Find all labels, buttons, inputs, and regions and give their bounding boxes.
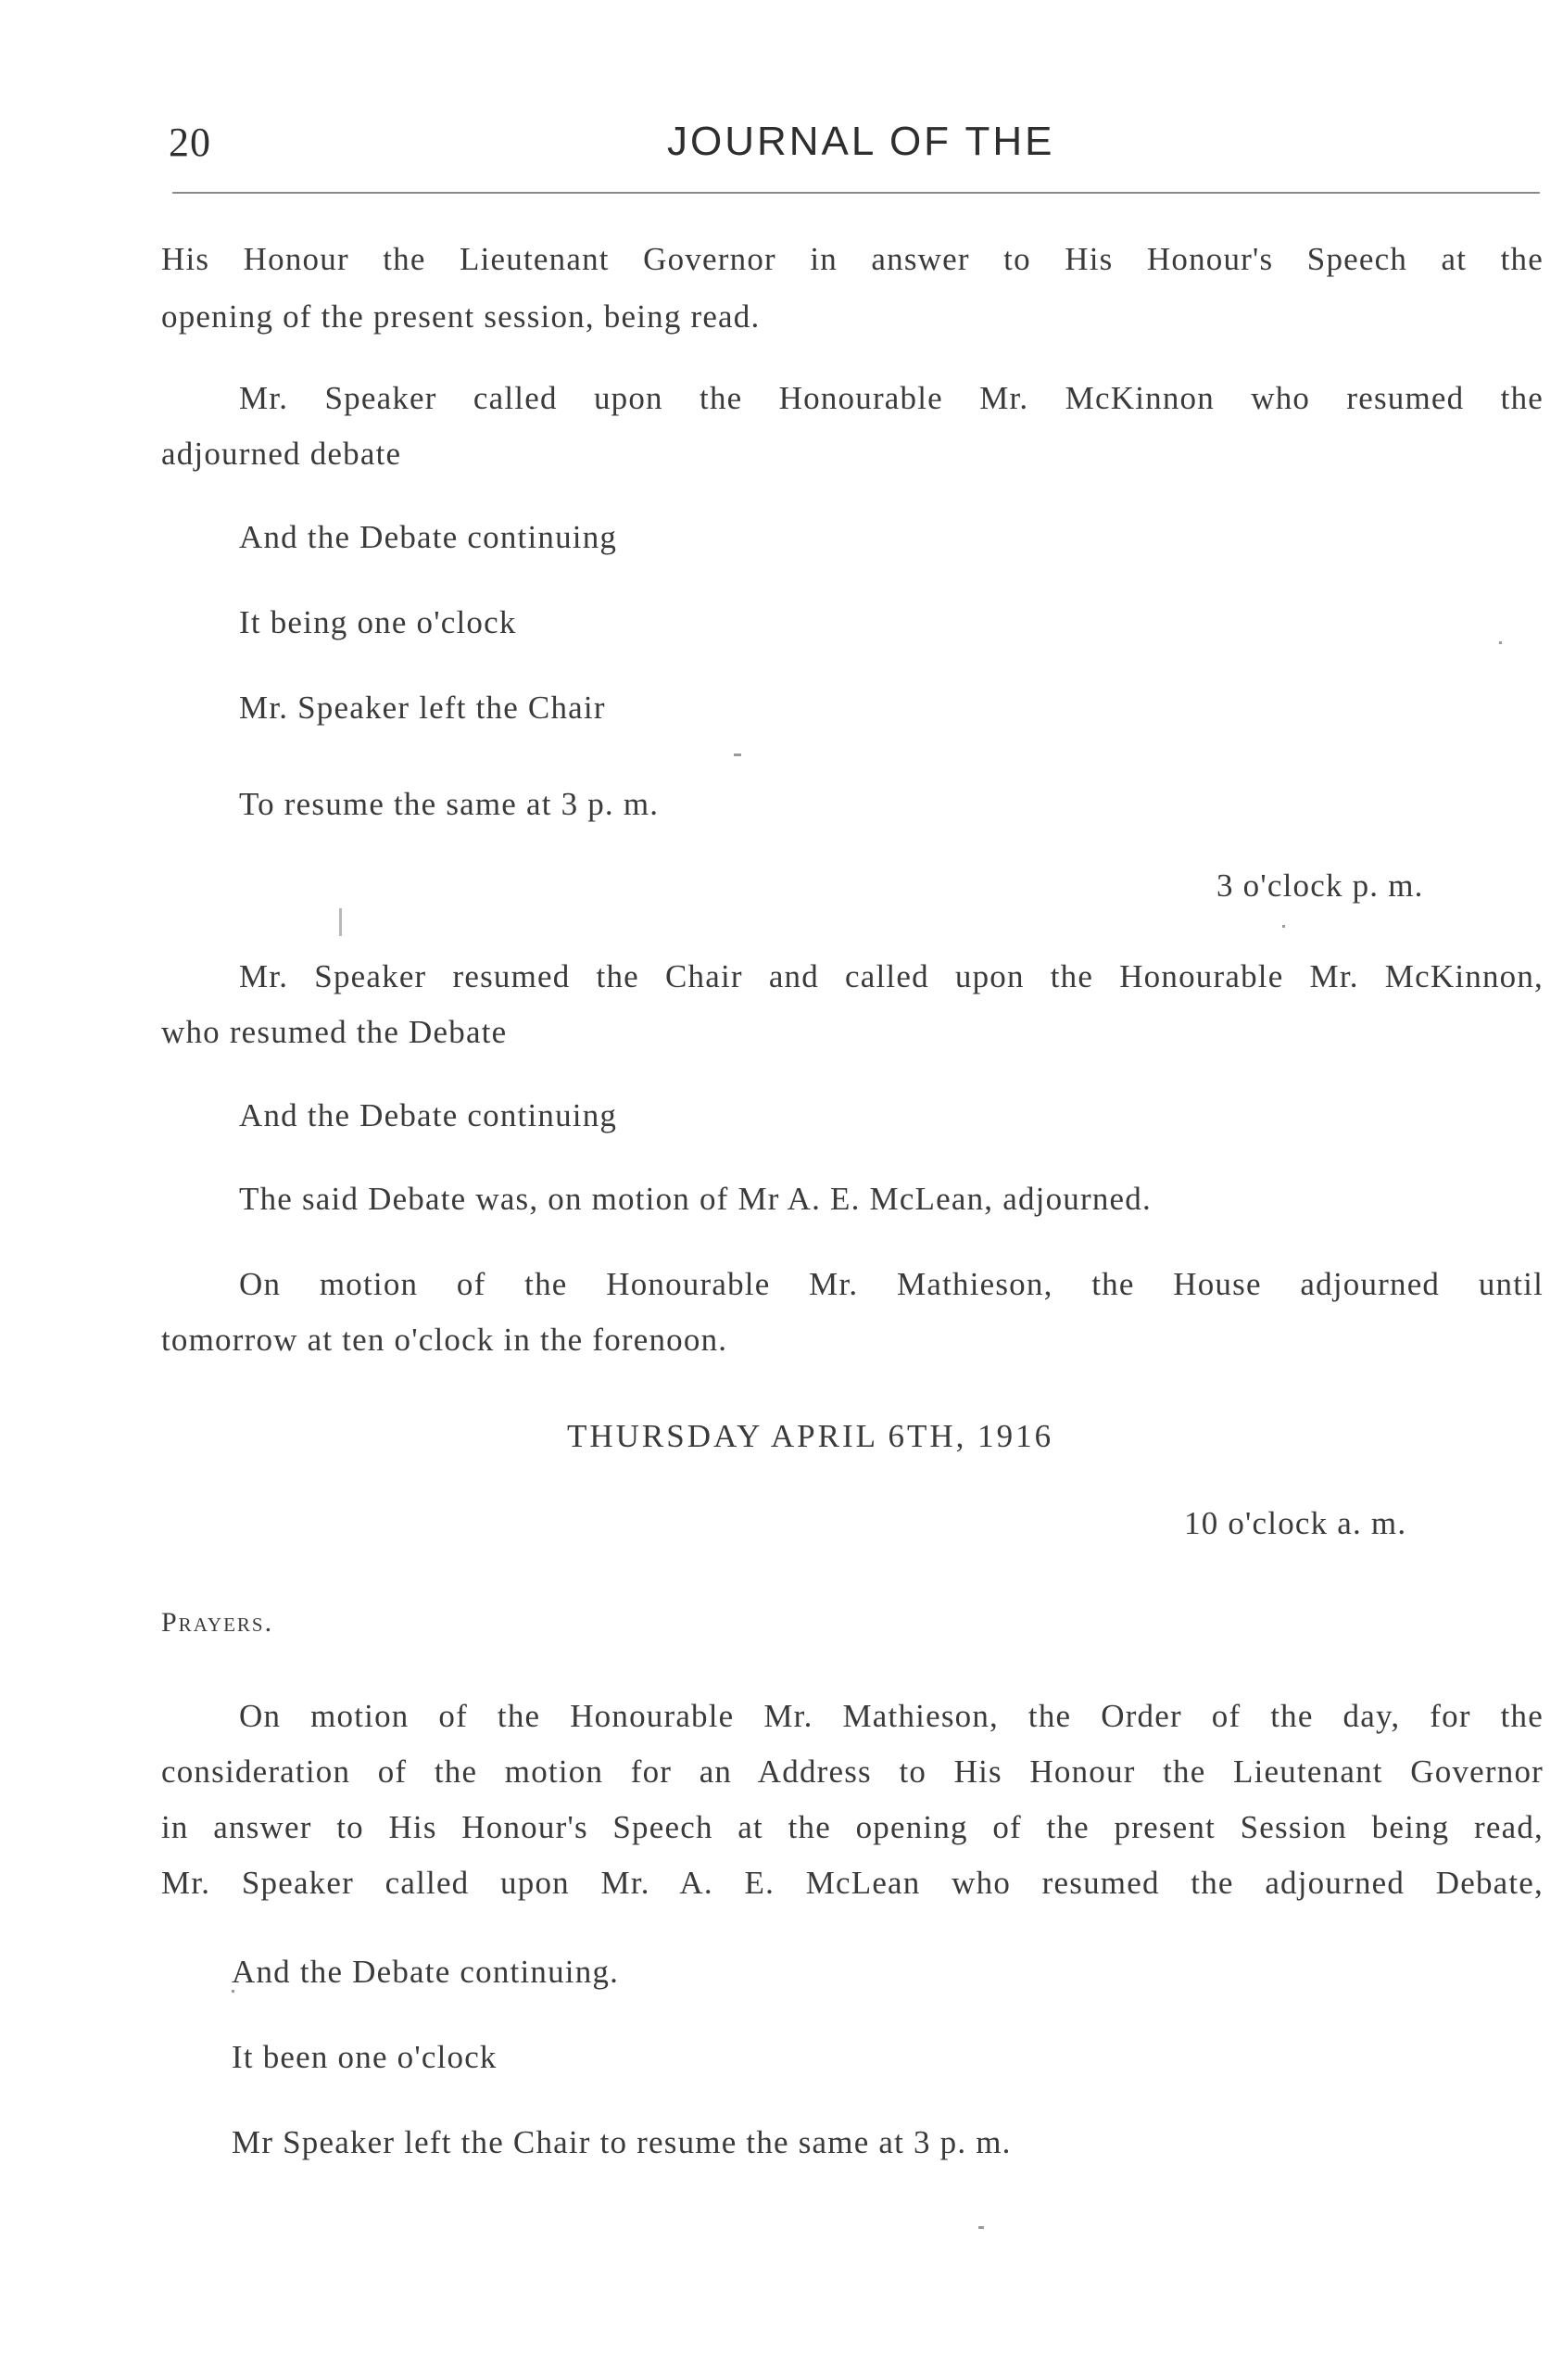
text-line: Mr. Speaker called upon the Honourable Mr. McKinnon who resumed the — [239, 380, 1544, 416]
text-line: Mr. Speaker resumed the Chair and called upon the Honourable Mr. McKinnon, — [239, 958, 1544, 994]
time-marker: 10 o'clock a. m. — [1184, 1505, 1407, 1541]
text-line: adjourned debate — [161, 436, 402, 472]
header-rule — [172, 192, 1540, 194]
ink-speck — [339, 908, 342, 936]
date-heading: THURSDAY APRIL 6TH, 1916 — [567, 1418, 1054, 1454]
page-header — [169, 109, 1549, 174]
text-line: On motion of the Honourable Mr. Mathieson, the Order of the day, for the — [239, 1698, 1544, 1734]
ink-speck — [978, 2226, 984, 2229]
prayers-heading: Prayers. — [161, 1607, 274, 1638]
text-line: It being one o'clock — [239, 604, 517, 640]
ink-speck — [232, 1990, 234, 1993]
ink-speck — [1282, 925, 1285, 928]
text-line: On motion of the Honourable Mr. Mathieson, the House adjourned until — [239, 1266, 1544, 1302]
text-line: Mr. Speaker left the Chair — [239, 690, 606, 726]
text-line: It been one o'clock — [232, 2039, 498, 2075]
text-line: opening of the present session, being read. — [161, 298, 761, 335]
running-head: JOURNAL OF THE — [667, 119, 1055, 164]
text-line: in answer to His Honour's Speech at the opening of the present Session being read, — [161, 1809, 1544, 1845]
text-line: Mr. Speaker called upon Mr. A. E. McLean who resumed the adjourned Debate, — [161, 1865, 1544, 1901]
text-line: consideration of the motion for an Address to His Honour the Lieutenant Governor — [161, 1753, 1544, 1790]
text-line: Mr Speaker left the Chair to resume the same at 3 p. m. — [232, 2124, 1012, 2160]
text-line: who resumed the Debate — [161, 1014, 508, 1050]
text-line: tomorrow at ten o'clock in the forenoon. — [161, 1322, 728, 1358]
text-line: And the Debate continuing. — [232, 1954, 620, 1990]
text-line: To resume the same at 3 p. m. — [239, 786, 660, 822]
ink-speck — [1499, 641, 1502, 644]
ink-speck — [734, 753, 741, 756]
text-line: And the Debate continuing — [239, 1097, 618, 1133]
time-marker: 3 o'clock p. m. — [1216, 867, 1424, 904]
text-line: His Honour the Lieutenant Governor in answer to His Honour's Speech at the — [161, 241, 1544, 277]
page-number: 20 — [169, 120, 211, 165]
text-line: The said Debate was, on motion of Mr A. E. McLean, adjourned. — [239, 1181, 1152, 1217]
text-line: And the Debate continuing — [239, 519, 618, 555]
